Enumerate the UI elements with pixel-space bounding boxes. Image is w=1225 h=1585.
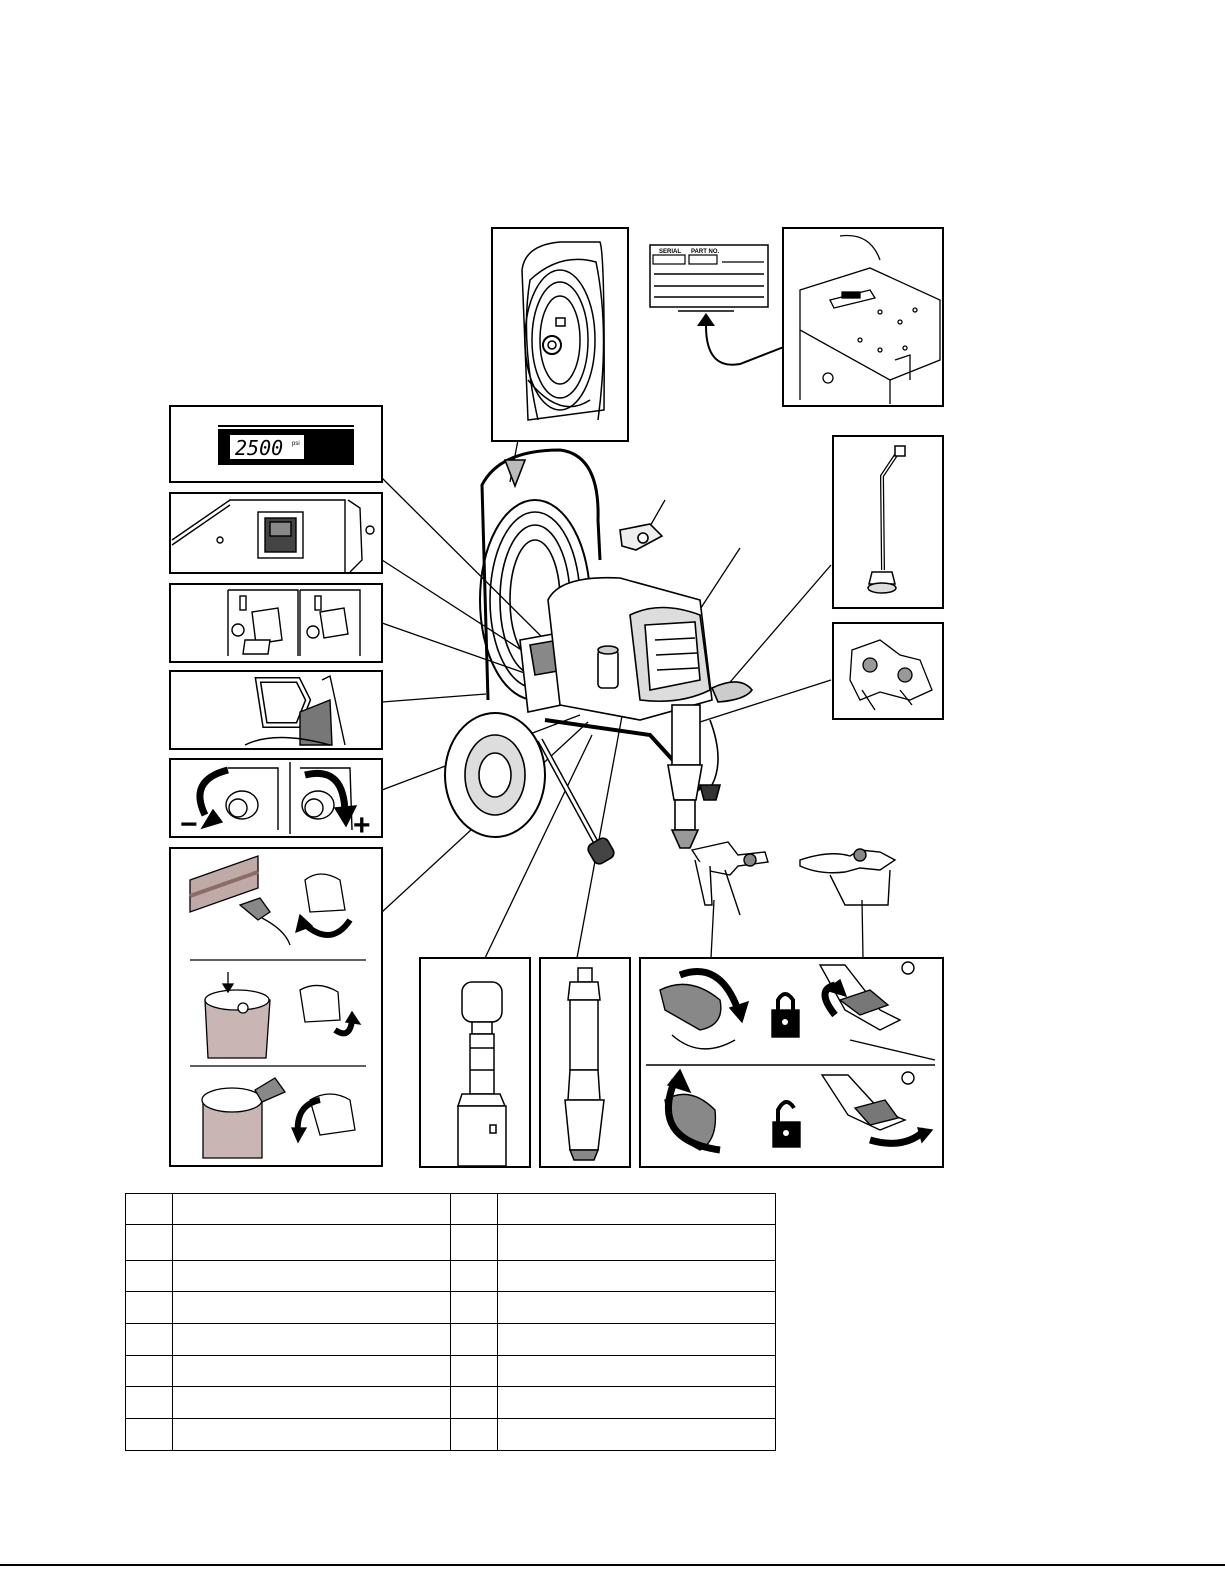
key-label-cell (173, 1324, 451, 1356)
table-row (126, 1292, 776, 1324)
key-label-cell (173, 1261, 451, 1292)
key-number-cell (451, 1356, 498, 1387)
key-number-cell (126, 1194, 173, 1225)
key-label-cell (173, 1292, 451, 1324)
key-number-cell (451, 1292, 498, 1324)
key-number-cell (126, 1356, 173, 1387)
spray-gun-illustrations (692, 842, 895, 915)
key-number-cell (451, 1387, 498, 1419)
key-label-cell (498, 1292, 776, 1324)
digital-display (218, 426, 354, 465)
key-label-cell (173, 1387, 451, 1419)
page-footer-rule (0, 1564, 1225, 1566)
key-number-cell (126, 1261, 173, 1292)
increase-symbol: + (353, 809, 371, 842)
key-label-cell (173, 1225, 451, 1261)
key-label-cell (498, 1324, 776, 1356)
display-reading: 2500 (235, 436, 284, 460)
table-row (126, 1194, 776, 1225)
displacement-pump-illustration (565, 968, 604, 1160)
key-number-cell (451, 1419, 498, 1451)
display-unit: psi (292, 441, 300, 447)
table-row (126, 1261, 776, 1292)
key-number-cell (126, 1225, 173, 1261)
key-number-cell (451, 1225, 498, 1261)
hose-reel-panel (492, 228, 628, 441)
table-row (126, 1387, 776, 1419)
table-row (126, 1225, 776, 1261)
key-number-cell (451, 1194, 498, 1225)
key-label-cell (498, 1261, 776, 1292)
key-label-cell (173, 1356, 451, 1387)
key-label-cell (498, 1419, 776, 1451)
key-label-cell (173, 1194, 451, 1225)
table-row (126, 1324, 776, 1356)
parts-key-table (125, 1193, 776, 1451)
key-label-cell (173, 1419, 451, 1451)
serial-label-text: SERIAL (659, 249, 682, 255)
key-number-cell (126, 1387, 173, 1419)
table-row (126, 1419, 776, 1451)
sprayer-machine (445, 450, 752, 866)
key-label-cell (498, 1225, 776, 1261)
key-label-cell (498, 1356, 776, 1387)
table-row (126, 1356, 776, 1387)
part-number-label-text: PART NO. (691, 249, 720, 255)
key-label-cell (498, 1194, 776, 1225)
key-number-cell (126, 1292, 173, 1324)
key-number-cell (126, 1419, 173, 1451)
key-number-cell (126, 1324, 173, 1356)
decrease-symbol: − (180, 808, 198, 841)
key-label-cell (498, 1387, 776, 1419)
key-number-cell (451, 1324, 498, 1356)
key-number-cell (451, 1261, 498, 1292)
